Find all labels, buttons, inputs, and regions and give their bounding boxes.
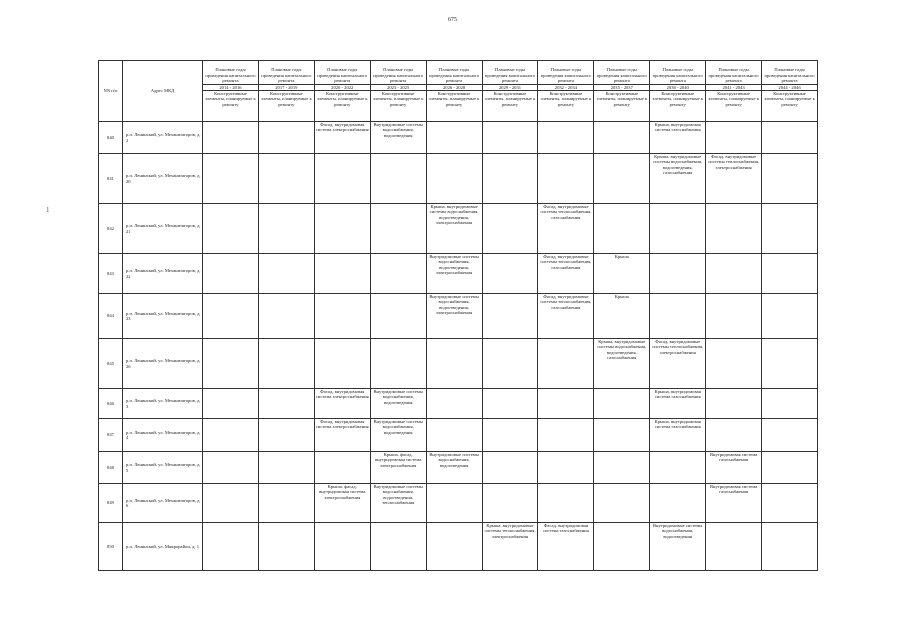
repair-cell — [426, 484, 482, 523]
period-years: 2020 - 2022 — [315, 84, 370, 90]
header-period — [426, 61, 482, 91]
repair-cell — [258, 339, 314, 389]
repair-cell — [762, 154, 818, 204]
repair-cell — [314, 204, 370, 254]
repair-cell: Крыша, внутридомовая система газоснабжения — [650, 419, 706, 452]
period-years: 2032 - 2034 — [538, 84, 593, 90]
period-subheader: Конструктивные элементы, планируемые к ремонту — [314, 91, 370, 122]
repair-cell — [650, 484, 706, 523]
period-title: Плановые годы проведения капитального ремонта — [596, 67, 647, 84]
repair-cell — [203, 294, 259, 339]
repair-cell — [762, 122, 818, 154]
capital-repair-schedule-table — [98, 60, 818, 571]
row-address: р.п. Ленинский, ул. Механизаторов, д. 6 — [123, 484, 203, 523]
period-subheader: Конструктивные элементы, планируемые к ремонту — [370, 91, 426, 122]
repair-cell — [482, 254, 538, 294]
repair-cell: Внутридомовые системы водоснабжения, водоотведения — [650, 523, 706, 571]
repair-cell — [538, 419, 594, 452]
repair-cell: Внутридомовые системы водоснабжения, водоотведения, теплоснабжения — [370, 484, 426, 523]
repair-cell: Фасад, внутридомовая система электроснабжения — [314, 122, 370, 154]
repair-cell: Фасад, внутридомовые системы теплоснабжения, электроснабжения — [650, 339, 706, 389]
repair-cell — [762, 294, 818, 339]
repair-cell — [594, 523, 650, 571]
row-address: р.п. Ленинский, ул. Механизаторов, д. 3 — [123, 389, 203, 419]
period-years: 2044 - 2046 — [762, 84, 817, 90]
repair-cell — [426, 389, 482, 419]
repair-cell: Внутридомовая система газоснабжения — [706, 452, 762, 484]
repair-cell: Крыша, внутридомовые системы водоснабжения, водоотведения, газоснабжения — [594, 339, 650, 389]
repair-cell — [482, 154, 538, 204]
repair-cell — [482, 204, 538, 254]
period-title: Плановые годы проведения капитального ремонта — [652, 67, 703, 84]
table-row — [99, 154, 818, 204]
row-address: р.п. Ленинский, ул. Механизаторов, д. 2 — [123, 122, 203, 154]
row-address: р.п. Ленинский, ул. Механизаторов, д. 26 — [123, 339, 203, 389]
period-subheader: Конструктивные элементы, планируемые к ремонту — [538, 91, 594, 122]
repair-cell — [706, 254, 762, 294]
repair-cell — [594, 452, 650, 484]
period-years: 2026 - 2028 — [427, 84, 482, 90]
repair-cell — [314, 523, 370, 571]
repair-cell: Крыша, фасад, внутридомовая система электроснабжения — [314, 484, 370, 523]
period-years: 2023 - 2025 — [371, 84, 426, 90]
repair-cell — [370, 254, 426, 294]
repair-cell — [258, 204, 314, 254]
repair-cell — [650, 204, 706, 254]
repair-cell — [482, 339, 538, 389]
repair-cell — [203, 254, 259, 294]
row-address: р.п. Ленинский, ул. Механизаторов, д. 20 — [123, 154, 203, 204]
repair-cell: Внутридомовые системы водоснабжения, водоотведения — [370, 122, 426, 154]
period-years: 2029 - 2031 — [483, 84, 538, 90]
repair-cell: Внутридомовые системы водоснабжения, водоотведения, электроснабжения — [426, 254, 482, 294]
header-period — [594, 61, 650, 91]
repair-cell: Внутридомовая система газоснабжения — [706, 484, 762, 523]
repair-cell — [258, 419, 314, 452]
repair-cell — [203, 452, 259, 484]
table-row — [99, 523, 818, 571]
repair-cell — [762, 452, 818, 484]
table-header — [99, 61, 818, 122]
repair-cell — [203, 523, 259, 571]
period-title: Плановые годы проведения капитального ремонта — [484, 67, 536, 84]
repair-cell — [370, 339, 426, 389]
repair-cell — [762, 389, 818, 419]
repair-cell — [482, 484, 538, 523]
table-row — [99, 389, 818, 419]
repair-cell — [594, 484, 650, 523]
repair-cell — [426, 122, 482, 154]
repair-cell: Фасад, внутридомовые системы теплоснабжения, электроснабжения — [706, 154, 762, 204]
row-number: 841 — [99, 154, 123, 204]
table-row — [99, 204, 818, 254]
table-row — [99, 122, 818, 154]
repair-cell — [482, 122, 538, 154]
repair-cell — [370, 294, 426, 339]
repair-cell — [538, 452, 594, 484]
repair-cell: Фасад, внутридомовая система электроснабжения — [314, 389, 370, 419]
repair-cell: Крыша — [594, 254, 650, 294]
repair-cell: Крыша, фасад, внутридомовая система электроснабжения — [370, 452, 426, 484]
period-subheader: Конструктивные элементы, планируемые к ремонту — [482, 91, 538, 122]
header-period — [258, 61, 314, 91]
row-number: 850 — [99, 523, 123, 571]
period-title: Плановые годы проведения капитального ремонта — [317, 67, 368, 84]
repair-cell — [258, 254, 314, 294]
repair-cell — [706, 419, 762, 452]
row-number: 846 — [99, 389, 123, 419]
period-subheader: Конструктивные элементы, планируемые к ремонту — [762, 91, 818, 122]
repair-cell: Крыша, внутридомовые системы теплоснабжения, электроснабжения — [482, 523, 538, 571]
row-address: р.п. Ленинский, ул. Механизаторов, д. 5 — [123, 452, 203, 484]
period-title: Плановые годы проведения капитального ремонта — [764, 67, 815, 84]
period-years: 2017 - 2019 — [259, 84, 314, 90]
repair-cell — [258, 389, 314, 419]
repair-cell: Крыша, внутридомовая система газоснабжения — [650, 122, 706, 154]
row-address: р.п. Ленинский, ул. Механизаторов, д. 21 — [123, 204, 203, 254]
repair-cell — [258, 294, 314, 339]
repair-cell — [258, 484, 314, 523]
header-period — [538, 61, 594, 91]
row-address: р.п. Ленинский, ул. Механизаторов, д. 23 — [123, 294, 203, 339]
table-row — [99, 484, 818, 523]
period-title: Плановые годы проведения капитального ремонта — [540, 67, 591, 84]
row-number: 845 — [99, 339, 123, 389]
period-subheader: Конструктивные элементы, планируемые к ремонту — [650, 91, 706, 122]
repair-cell — [650, 452, 706, 484]
repair-cell — [762, 204, 818, 254]
repair-cell: Внутридомовые системы водоснабжения, водоотведения — [426, 452, 482, 484]
repair-cell — [258, 154, 314, 204]
row-address: р.п. Ленинский, ул. Микрорайон, д. 1 — [123, 523, 203, 571]
repair-cell — [538, 154, 594, 204]
repair-cell — [370, 523, 426, 571]
page-number: 675 — [448, 17, 457, 23]
repair-cell — [706, 339, 762, 389]
repair-cell — [426, 154, 482, 204]
repair-cell: Крыша — [594, 294, 650, 339]
repair-cell — [482, 294, 538, 339]
period-title: Плановые годы проведения капитального ремонта — [429, 67, 480, 84]
row-address: р.п. Ленинский, ул. Механизаторов, д. 4 — [123, 419, 203, 452]
margin-mark: 1 — [46, 206, 50, 214]
repair-cell — [258, 523, 314, 571]
repair-cell — [203, 389, 259, 419]
row-number: 843 — [99, 254, 123, 294]
row-number: 844 — [99, 294, 123, 339]
header-period — [762, 61, 818, 91]
repair-cell: Фасад, внутридомовая система электроснабжения — [314, 419, 370, 452]
repair-cell — [314, 254, 370, 294]
header-period — [203, 61, 259, 91]
repair-cell — [706, 389, 762, 419]
header-period — [650, 61, 706, 91]
row-number: 842 — [99, 204, 123, 254]
repair-cell: Внутридомовые системы водоснабжения, водоотведения, электроснабжения — [426, 294, 482, 339]
repair-cell — [370, 204, 426, 254]
period-years: 2035 - 2037 — [594, 84, 649, 90]
table-row — [99, 339, 818, 389]
row-number: 840 — [99, 122, 123, 154]
repair-cell — [762, 523, 818, 571]
period-subheader: Конструктивные элементы, планируемые к ремонту — [706, 91, 762, 122]
period-title: Плановые годы проведения капитального ремонта — [261, 67, 312, 84]
repair-cell: Фасад, внутридомовая система газоснабжения — [538, 523, 594, 571]
period-years: 2038 - 2040 — [650, 84, 705, 90]
repair-cell — [426, 419, 482, 452]
repair-cell — [594, 419, 650, 452]
period-subheader: Конструктивные элементы, планируемые к ремонту — [594, 91, 650, 122]
table-row — [99, 294, 818, 339]
repair-cell — [706, 122, 762, 154]
row-number: 848 — [99, 452, 123, 484]
repair-cell — [650, 254, 706, 294]
row-address: р.п. Ленинский, ул. Механизаторов, д. 22 — [123, 254, 203, 294]
repair-cell — [482, 452, 538, 484]
repair-cell — [203, 339, 259, 389]
table-body — [99, 122, 818, 571]
repair-cell — [762, 484, 818, 523]
repair-cell — [538, 389, 594, 419]
repair-cell — [258, 122, 314, 154]
repair-cell — [370, 154, 426, 204]
repair-cell — [203, 122, 259, 154]
repair-cell — [594, 204, 650, 254]
period-subheader: Конструктивные элементы, планируемые к ремонту — [258, 91, 314, 122]
header-period — [706, 61, 762, 91]
repair-cell: Крыша, внутридомовые системы водоснабжения, водоотведения, газоснабжения — [650, 154, 706, 204]
period-title: Плановые годы проведения капитального ремонта — [373, 67, 424, 84]
period-subheader: Конструктивные элементы, планируемые к ремонту — [203, 91, 259, 122]
period-title: Плановые годы проведения капитального ремонта — [205, 67, 256, 84]
repair-cell — [314, 294, 370, 339]
repair-cell — [426, 339, 482, 389]
repair-cell — [706, 523, 762, 571]
repair-cell — [650, 294, 706, 339]
repair-cell — [203, 419, 259, 452]
repair-cell — [314, 452, 370, 484]
row-number: 849 — [99, 484, 123, 523]
repair-cell — [706, 294, 762, 339]
repair-cell — [594, 154, 650, 204]
repair-cell — [538, 339, 594, 389]
repair-cell — [482, 389, 538, 419]
repair-cell — [762, 254, 818, 294]
repair-cell — [203, 484, 259, 523]
repair-cell — [314, 154, 370, 204]
repair-cell — [258, 452, 314, 484]
repair-cell — [538, 122, 594, 154]
period-years: 2041 - 2043 — [706, 84, 761, 90]
repair-cell: Крыша, внутридомовые системы водоснабжения, водоотведения, электроснабжения — [426, 204, 482, 254]
row-number: 847 — [99, 419, 123, 452]
header-period — [314, 61, 370, 91]
repair-cell — [762, 339, 818, 389]
table-row — [99, 419, 818, 452]
table-row — [99, 254, 818, 294]
repair-cell: Внутридомовые системы водоснабжения, водоотведения — [370, 419, 426, 452]
repair-cell — [426, 523, 482, 571]
repair-cell — [706, 204, 762, 254]
table-row — [99, 452, 818, 484]
header-address: Адрес МКД — [123, 61, 203, 122]
period-subheader: Конструктивные элементы, планируемые к ремонту — [426, 91, 482, 122]
repair-cell: Крыша, внутридомовая система газоснабжения — [650, 389, 706, 419]
repair-cell — [203, 204, 259, 254]
repair-cell: Фасад, внутридомовые системы теплоснабжения, газоснабжения — [538, 254, 594, 294]
repair-cell — [538, 484, 594, 523]
repair-cell — [314, 339, 370, 389]
repair-cell — [762, 419, 818, 452]
header-nn: NN п/п — [99, 61, 123, 122]
period-title: Плановые годы проведения капитального ремонта — [708, 67, 759, 84]
header-period — [370, 61, 426, 91]
header-period — [482, 61, 538, 91]
repair-cell: Фасад, внутридомовые системы теплоснабжения, газоснабжения — [538, 204, 594, 254]
repair-cell — [482, 419, 538, 452]
repair-cell — [594, 389, 650, 419]
repair-cell: Внутридомовые системы водоснабжения, водоотведения — [370, 389, 426, 419]
repair-cell — [203, 154, 259, 204]
period-years: 2014 - 2016 — [203, 84, 258, 90]
repair-cell: Фасад, внутридомовые системы теплоснабжения, газоснабжения — [538, 294, 594, 339]
repair-cell — [594, 122, 650, 154]
